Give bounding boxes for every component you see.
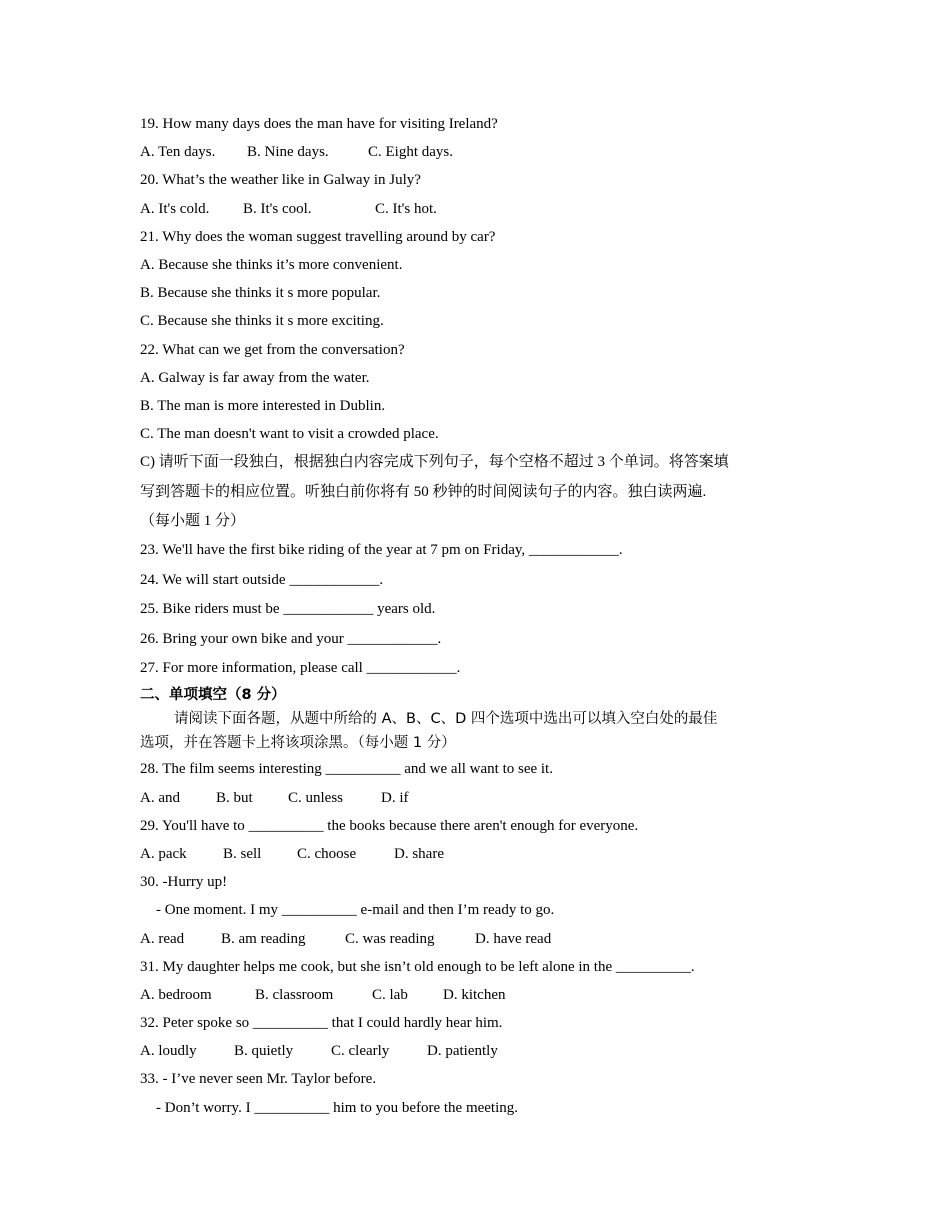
exam-content: [140, 110, 820, 1122]
option-20-a: A. It's cold.: [140, 200, 210, 217]
options-29: [140, 840, 820, 868]
option-29-c: C. choose: [297, 845, 357, 862]
option-29-b: B. sell: [223, 845, 262, 862]
question-30-reply: - One moment. I my __________ e-mail and then I’m ready to go.: [156, 902, 555, 919]
fill-question-24: 24. We will start outside ____________.: [140, 571, 384, 588]
option-30-d: D. have read: [475, 930, 552, 947]
option-21-a: A. Because she thinks it’s more convenient.: [140, 256, 403, 273]
section-2-instruction-line1: 请阅读下面各题，从题中所给的 A、B、C、D 四个选项中选出可以填入空白处的最佳: [174, 711, 718, 728]
section-2-instruction-line2: 选项，并在答题卡上将该项涂黑。（每小题 1 分）: [140, 735, 456, 752]
option-30-c: C. was reading: [345, 930, 435, 947]
option-20-c: C. It's hot.: [375, 200, 437, 217]
question-33-reply: - Don’t worry. I __________ him to you before the meeting.: [156, 1099, 519, 1116]
option-22-c: C. The man doesn't want to visit a crowded place.: [140, 426, 439, 443]
option-30-a: A. read: [140, 930, 185, 947]
option-31-c: C. lab: [372, 986, 408, 1003]
option-32-c: C. clearly: [331, 1043, 390, 1060]
question-29: 29. You'll have to __________ the books because there aren't enough for everyone.: [140, 817, 639, 834]
question-31: 31. My daughter helps me cook, but she isn’t old enough to be left alone in the __________.: [140, 958, 695, 975]
option-29-d: D. share: [394, 845, 444, 862]
option-29-a: A. pack: [140, 845, 187, 862]
option-19-c: C. Eight days.: [368, 144, 453, 161]
option-22-a: A. Galway is far away from the water.: [140, 369, 370, 386]
options-30: [140, 925, 820, 953]
option-28-d: D. if: [381, 789, 409, 806]
option-19-a: A. Ten days.: [140, 144, 216, 161]
option-32-a: A. loudly: [140, 1043, 197, 1060]
question-33: 33. - I’ve never seen Mr. Taylor before.: [140, 1071, 377, 1088]
part-c-instruction-line1: C) 请听下面一段独白，根据独白内容完成下列句子，每个空格不超过 3 个单词。将答案填: [140, 454, 729, 471]
options-32: [140, 1037, 820, 1065]
options-19: [140, 138, 820, 166]
option-30-b: B. am reading: [221, 930, 306, 947]
question-20: 20. What’s the weather like in Galway in July?: [140, 172, 421, 189]
question-32: 32. Peter spoke so __________ that I could hardly hear him.: [140, 1015, 503, 1032]
option-21-b: B. Because she thinks it s more popular.: [140, 285, 381, 302]
part-c-instruction-line2: 写到答题卡的相应位置。听独白前你将有 50 秒钟的时间阅读句子的内容。独白读两遍.: [140, 483, 707, 500]
fill-question-23: 23. We'll have the first bike riding of the year at 7 pm on Friday, ____________.: [140, 542, 623, 559]
option-19-b: B. Nine days.: [247, 144, 329, 161]
option-22-b: B. The man is more interested in Dublin.: [140, 397, 386, 414]
option-21-c: C. Because she thinks it s more exciting.: [140, 313, 384, 330]
option-28-a: A. and: [140, 789, 180, 806]
fill-question-26: 26. Bring your own bike and your ____________.: [140, 630, 442, 647]
options-31: [140, 981, 820, 1009]
option-31-d: D. kitchen: [443, 986, 506, 1003]
section-2-heading: 二、单项填空（8 分）: [140, 687, 286, 704]
option-32-d: D. patiently: [427, 1043, 498, 1060]
question-19: 19. How many days does the man have for visiting Ireland?: [140, 116, 498, 132]
option-32-b: B. quietly: [234, 1043, 294, 1060]
option-28-b: B. but: [216, 789, 253, 806]
part-c-instruction-line3: （每小题 1 分）: [140, 513, 246, 530]
question-28: 28. The film seems interesting __________ and we all want to see it.: [140, 761, 553, 778]
option-31-a: A. bedroom: [140, 986, 212, 1003]
question-30: 30. -Hurry up!: [140, 874, 228, 891]
question-22: 22. What can we get from the conversation?: [140, 341, 405, 358]
option-20-b: B. It's cool.: [243, 200, 312, 217]
question-21: 21. Why does the woman suggest travelling around by car?: [140, 228, 496, 245]
option-31-b: B. classroom: [255, 986, 334, 1003]
fill-question-25: 25. Bike riders must be ____________ years old.: [140, 601, 436, 618]
options-20: [140, 195, 820, 223]
option-28-c: C. unless: [288, 789, 344, 806]
fill-question-27: 27. For more information, please call ____________.: [140, 659, 461, 676]
options-28: [140, 784, 820, 812]
